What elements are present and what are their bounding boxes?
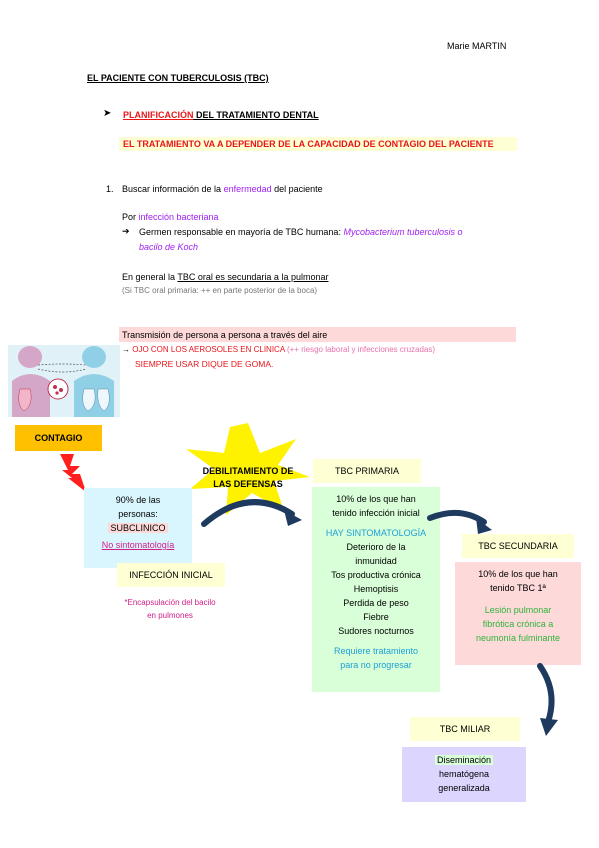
sintoma-item: Sudores nocturnos <box>338 626 414 636</box>
germen-koch: bacilo de Koch <box>139 242 199 252</box>
planning-heading <box>123 109 319 121</box>
author-name: Marie MARTIN <box>447 41 507 51</box>
general-text: En general la <box>122 272 178 282</box>
bullet-arrow-icon: ➤ <box>103 108 112 119</box>
section-text-b: enfermedad <box>223 184 272 194</box>
curved-arrow-icon <box>426 506 496 536</box>
germen-text: Germen responsable en mayoría de TBC humana: <box>139 227 344 237</box>
tbc-secundaria-box: TBC SECUNDARIA <box>462 534 574 558</box>
general-line <box>122 271 328 283</box>
aerosoles-text: OJO CON LOS AEROSOLES EN CLINICA <box>132 345 285 354</box>
sintoma-item: Hemoptisis <box>353 584 399 594</box>
sintoma-item: Deterioro de la <box>346 542 406 552</box>
miliar-box <box>402 747 526 802</box>
secundaria-box <box>455 562 581 665</box>
debilitamiento-label-1: DEBILITAMIENTO DE <box>202 466 294 476</box>
dique-text: SIEMPRE USAR DIQUE DE GOMA. <box>135 359 274 369</box>
lesion-line-3: neumonía fulminante <box>475 633 561 643</box>
section-text-c: del paciente <box>271 184 323 194</box>
primaria-note: (Si TBC oral primaria: ++ en parte posterior de la boca) <box>122 286 318 295</box>
infeccion-text: infección bacteriana <box>138 212 219 222</box>
encapsulacion-line-1: *Encapsulación del bacilo <box>124 598 216 607</box>
riesgo-text: (++ riesgo laboral y infecciones cruzadas) <box>284 345 436 354</box>
infeccion-inicial-box: INFECCIÓN INICIAL <box>117 563 225 587</box>
sintoma-item: Tos productiva crónica <box>331 570 421 580</box>
curved-arrow-icon <box>198 492 308 528</box>
sintoma-item: Perdida de peso <box>343 598 409 608</box>
planning-label-b: DEL TRATAMIENTO DENTAL <box>193 110 319 120</box>
primaria-box <box>312 487 440 692</box>
subclinico-box <box>84 488 192 568</box>
cause-line <box>122 211 219 223</box>
sintomas-title: HAY SINTOMATOLOGÍA <box>325 528 427 538</box>
sintoma-item: Fiebre <box>363 612 389 622</box>
lesion-line-2: fibrótica crónica a <box>482 619 554 629</box>
debilitamiento-label-2: LAS DEFENSAS <box>213 479 283 489</box>
transmission-illustration-icon <box>8 345 120 417</box>
miliar-line-1 <box>402 753 526 767</box>
sintoma-item: inmunidad <box>355 556 397 566</box>
germen-line <box>139 226 463 238</box>
section-text-a: Buscar información de la <box>122 184 224 194</box>
subclinico-note: No sintomatología <box>101 540 175 550</box>
lesion-line-1: Lesión pulmonar <box>484 605 552 615</box>
transmission-warning <box>122 344 435 356</box>
miliar-line-3: generalizada <box>438 783 490 793</box>
planning-highlight: EL TRATAMIENTO VA A DEPENDER DE LA CAPACIDAD DE CONTAGIO DEL PACIENTE <box>119 137 517 151</box>
section-number: 1. <box>106 184 114 194</box>
subclinico-label <box>84 521 192 535</box>
miliar-line-1-text: Diseminación <box>436 755 492 765</box>
por-text: Por <box>122 212 139 222</box>
arrow-right-icon: ➔ <box>122 226 130 236</box>
general-underlined: TBC oral es secundaria a la pulmonar <box>177 272 329 282</box>
secundaria-line-1: 10% de los que han <box>478 569 558 579</box>
contagio-box: CONTAGIO <box>15 425 102 451</box>
curved-arrow-down-icon <box>532 662 562 740</box>
requiere-line-2: para no progresar <box>340 660 412 670</box>
primaria-line-1: 10% de los que han <box>336 494 416 504</box>
germen-species: Mycobacterium tuberculosis o <box>343 227 463 237</box>
arrow-icon: → <box>122 345 130 354</box>
tbc-primaria-box: TBC PRIMARIA <box>313 459 421 483</box>
primaria-line-2: tenido infección inicial <box>332 508 420 518</box>
tbc-miliar-box: TBC MILIAR <box>410 717 520 741</box>
transmission-text: Transmisión de persona a persona a través del aire <box>122 330 328 340</box>
subclinico-label-text: SUBCLINICO <box>110 523 166 533</box>
requiere-line-1: Requiere tratamiento <box>333 646 419 656</box>
encapsulacion-line-2: en pulmones <box>147 611 193 620</box>
subclinico-line-1: 90% de las <box>115 495 161 505</box>
miliar-line-2: hematógena <box>438 769 490 779</box>
secundaria-line-2: tenido TBC 1ª <box>490 583 546 593</box>
page-title: EL PACIENTE CON TUBERCULOSIS (TBC) <box>87 73 269 83</box>
planning-label-a: PLANIFICACIÓN <box>123 110 194 120</box>
subclinico-line-2: personas: <box>118 509 158 519</box>
section-heading <box>122 183 323 195</box>
